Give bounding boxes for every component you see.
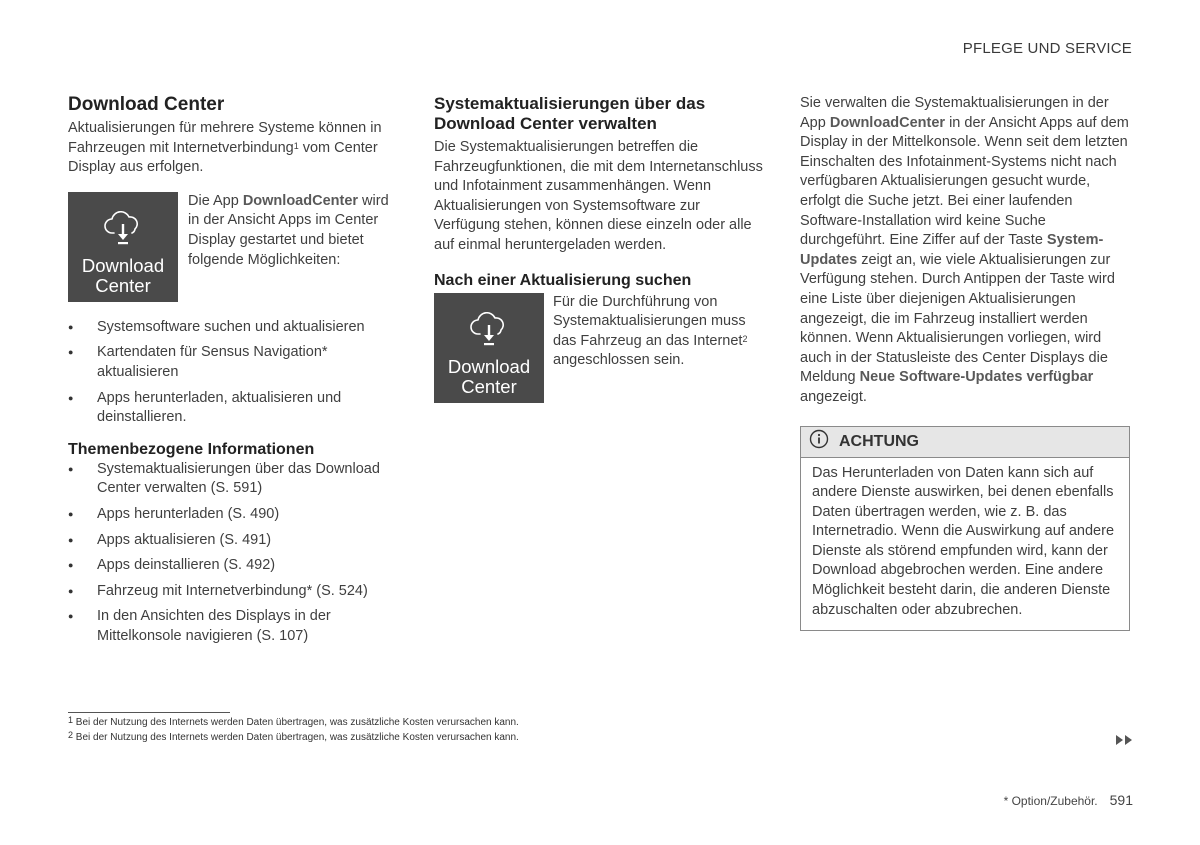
manage-updates-paragraph: Sie verwalten die Systemaktualisierungen in der App DownloadCenter in der Ansicht Apps auf dem Display in der Mittelkonsole. Wenn seit dem letzten Einschalten des Infotainment-Systems nicht nach verfügbaren Aktualisierungen gesucht wurde, erfolgt die Suche jetzt. Bei einer laufenden Software-Installation wird keine Suche durchgeführt. Eine Ziffer auf der Taste System-Updates zeigt an, wie viele Aktualisierungen zur Verfügung stehen. Durch Antippen der Taste wird eine Liste über diejenigen Aktualisierungen angezeigt, die im Fahrzeug installiert werden können. Wenn Aktualisierungen vorliegen, wird auch in der Statusleiste des Center Displays die Meldung Neue Software-Updates verfügbar angezeigt. — [800, 95, 1129, 405]
page-footer — [1004, 792, 1133, 808]
section-title-system-updates: Systemaktualisierungen über das Download Center verwalten — [434, 94, 706, 133]
related-link[interactable]: ● Apps aktualisieren (S. 491) — [68, 531, 398, 551]
warning-text: Das Herunterladen von Daten kann sich auf andere Dienste auswirken, bei denen ebenfalls Daten übertragen werden, wie z. B. das Internetradio. Wenn die Auswirkung auf andere Dienste als störend empfunden wird, kann der Download abgebrochen werden. Eine andere Möglichkeit besteht darin, die anderen Dienste abzuschalten oder abzubrechen. — [812, 464, 1115, 618]
cloud-download-icon — [469, 312, 509, 353]
footnote-ref: 1 — [293, 140, 299, 151]
related-links-list — [68, 460, 398, 647]
search-update-description: Für die Durchführung von Systemaktualisierungen muss das Fahrzeug an das Internet$^2$ angeschlossen sein. — [553, 293, 748, 369]
footnote: $^2$ Bei der Nutzung des Internets werden Daten übertragen, was zusätzliche Kosten verursachen kann. — [68, 730, 519, 743]
warning-title: ACHTUNG — [839, 432, 919, 450]
options-list — [68, 318, 398, 428]
option-note: * Option/Zubehör. — [1003, 794, 1098, 808]
double-arrow-right-icon — [1116, 735, 1134, 748]
column-system-updates — [434, 94, 766, 403]
footnote: $^1$ Bei der Nutzung des Internets werden Daten übertragen, was zusätzliche Kosten verursachen kann. — [68, 715, 519, 728]
section-header: PFLEGE UND SERVICE — [962, 40, 1132, 57]
warning-box — [800, 426, 1130, 632]
page-number: 591 — [1109, 792, 1133, 808]
column-manage-updates — [800, 94, 1132, 631]
download-center-app-tile — [434, 293, 544, 403]
download-center-app-tile — [68, 192, 178, 302]
app-name: DownloadCenter — [242, 192, 359, 209]
related-link[interactable]: ● Systemaktualisierungen über das Download Center verwalten (S. 591) — [68, 460, 398, 499]
system-updates-paragraph: Die Systemaktualisierungen betreffen die Fahrzeugfunktionen, die mit dem Internetanschluss und Infotainment zusammenhängen. Wenn Aktualisierungen von Systemsoftware zur Verfügung stehen, können diese einzeln oder alle auf einmal heruntergeladen werden. — [434, 139, 763, 253]
related-link[interactable]: ● In den Ansichten des Displays in der Mittelkonsole navigieren (S. 107) — [68, 607, 398, 646]
intro-paragraph: Aktualisierungen für mehrere Systeme können in Fahrzeugen mit Internetverbindung$^1$ vom Center Display aus erfolgen. — [68, 120, 382, 176]
info-icon — [809, 429, 829, 454]
footnote-divider — [68, 712, 230, 713]
section-title-download-center: Download Center — [68, 94, 225, 115]
tile-label-line2: Center — [95, 274, 151, 296]
system-updates-button-name: System-Updates — [800, 232, 1104, 268]
related-link[interactable]: ● Apps herunterladen (S. 490) — [68, 505, 398, 525]
app-description: Die App DownloadCenter wird in der Ansicht Apps im Center Display gestartet und bietet folgende Möglichkeiten: — [188, 192, 389, 268]
list-item: ● Kartendaten für Sensus Navigation* aktualisieren — [68, 343, 398, 382]
related-info-title: Themenbezogene Informationen — [68, 440, 315, 458]
tile-label-line1: Download — [447, 355, 531, 377]
tile-label-line1: Download — [81, 254, 165, 276]
tile-label-line2: Center — [461, 375, 517, 397]
list-item: ● Apps herunterladen, aktualisieren und deinstallieren. — [68, 389, 398, 428]
related-link[interactable]: ● Apps deinstallieren (S. 492) — [68, 556, 398, 576]
footnote-ref: 2 — [742, 333, 748, 344]
app-intro-block — [68, 192, 398, 302]
warning-header — [801, 427, 1129, 458]
search-update-title: Nach einer Aktualisierung suchen — [434, 271, 692, 289]
cloud-download-icon — [103, 211, 143, 252]
column-download-center — [68, 94, 398, 653]
app-name: DownloadCenter — [829, 114, 946, 131]
list-item: ● Systemsoftware suchen und aktualisieren — [68, 318, 398, 338]
related-link[interactable]: ● Fahrzeug mit Internetverbindung* (S. 524) — [68, 582, 398, 602]
update-message-name: Neue Software-Updates verfügbar — [859, 369, 1094, 386]
search-update-block — [434, 293, 766, 403]
